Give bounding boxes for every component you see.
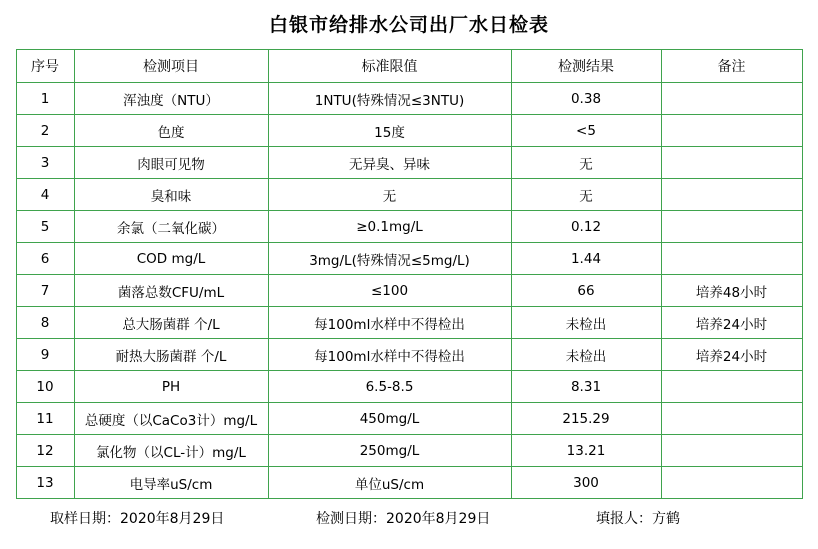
row-no: 6 [16, 243, 74, 275]
row-item: 肉眼可见物 [74, 147, 268, 179]
row-no: 7 [16, 275, 74, 307]
column-header-item: 检测项目 [74, 50, 268, 83]
row-item: 色度 [74, 115, 268, 147]
row-std: 无 [268, 179, 511, 211]
table-body [16, 83, 802, 499]
row-result: 未检出 [511, 307, 661, 339]
row-no: 10 [16, 371, 74, 403]
table-row [16, 339, 802, 371]
row-result: 0.38 [511, 83, 661, 115]
row-std: 无异臭、异味 [268, 147, 511, 179]
row-std: 每100ml水样中不得检出 [268, 307, 511, 339]
row-item: COD mg/L [74, 243, 268, 275]
row-note [661, 211, 802, 243]
row-no: 2 [16, 115, 74, 147]
row-std: 每100ml水样中不得检出 [268, 339, 511, 371]
reporter: 填报人：方鹤 [596, 511, 680, 527]
report-page [0, 10, 818, 549]
row-result: 8.31 [511, 371, 661, 403]
inspection-table [16, 49, 803, 499]
row-result: 未检出 [511, 339, 661, 371]
table-row [16, 211, 802, 243]
row-note [661, 115, 802, 147]
row-note: 培养48小时 [661, 275, 802, 307]
table-row [16, 115, 802, 147]
row-std: 450mg/L [268, 403, 511, 435]
row-no: 1 [16, 83, 74, 115]
row-std: 单位uS/cm [268, 467, 511, 499]
row-note [661, 83, 802, 115]
row-note [661, 371, 802, 403]
row-no: 9 [16, 339, 74, 371]
table-row [16, 179, 802, 211]
column-header-note: 备注 [661, 50, 802, 83]
row-no: 13 [16, 467, 74, 499]
row-std: 15度 [268, 115, 511, 147]
row-note [661, 467, 802, 499]
row-note [661, 147, 802, 179]
table-row [16, 435, 802, 467]
row-result: 13.21 [511, 435, 661, 467]
row-std: 250mg/L [268, 435, 511, 467]
row-result: 1.44 [511, 243, 661, 275]
column-header-result: 检测结果 [511, 50, 661, 83]
row-result: 300 [511, 467, 661, 499]
page-title: 白银市给排水公司出厂水日检表 [268, 14, 549, 36]
row-note [661, 179, 802, 211]
row-note [661, 435, 802, 467]
row-item: 浑浊度（NTU） [74, 83, 268, 115]
sample-date: 取样日期：2020年8月29日 [50, 511, 225, 527]
table-row [16, 467, 802, 499]
table-row [16, 307, 802, 339]
column-header-no: 序号 [16, 50, 74, 83]
test-date: 检测日期：2020年8月29日 [316, 511, 491, 527]
row-item: 氯化物（以CL-计）mg/L [74, 435, 268, 467]
row-item: 总硬度（以CaCo3计）mg/L [74, 403, 268, 435]
row-item: 总大肠菌群 个/L [74, 307, 268, 339]
row-note [661, 243, 802, 275]
row-note: 培养24小时 [661, 307, 802, 339]
row-result: 66 [511, 275, 661, 307]
row-note [661, 403, 802, 435]
row-no: 5 [16, 211, 74, 243]
table-row [16, 83, 802, 115]
row-std: 3mg/L(特殊情况≤5mg/L) [268, 243, 511, 275]
row-item: 菌落总数CFU/mL [74, 275, 268, 307]
table-row [16, 275, 802, 307]
row-result: 0.12 [511, 211, 661, 243]
table-row [16, 403, 802, 435]
row-note: 培养24小时 [661, 339, 802, 371]
row-std: ≥0.1mg/L [268, 211, 511, 243]
row-no: 12 [16, 435, 74, 467]
row-item: 余氯（二氧化碳） [74, 211, 268, 243]
row-std: 1NTU(特殊情况≤3NTU) [268, 83, 511, 115]
row-result: <5 [511, 115, 661, 147]
row-item: 臭和味 [74, 179, 268, 211]
table-header [16, 50, 802, 83]
table-header-row [16, 50, 802, 83]
column-header-std: 标准限值 [268, 50, 511, 83]
row-item: 耐热大肠菌群 个/L [74, 339, 268, 371]
row-result: 无 [511, 179, 661, 211]
row-std: 6.5-8.5 [268, 371, 511, 403]
row-no: 8 [16, 307, 74, 339]
table-row [16, 147, 802, 179]
row-no: 11 [16, 403, 74, 435]
row-no: 3 [16, 147, 74, 179]
row-std: ≤100 [268, 275, 511, 307]
row-result: 无 [511, 147, 661, 179]
footer [16, 499, 802, 528]
table-row [16, 371, 802, 403]
row-item: 电导率uS/cm [74, 467, 268, 499]
row-no: 4 [16, 179, 74, 211]
row-item: PH [74, 371, 268, 403]
row-result: 215.29 [511, 403, 661, 435]
table-row [16, 243, 802, 275]
